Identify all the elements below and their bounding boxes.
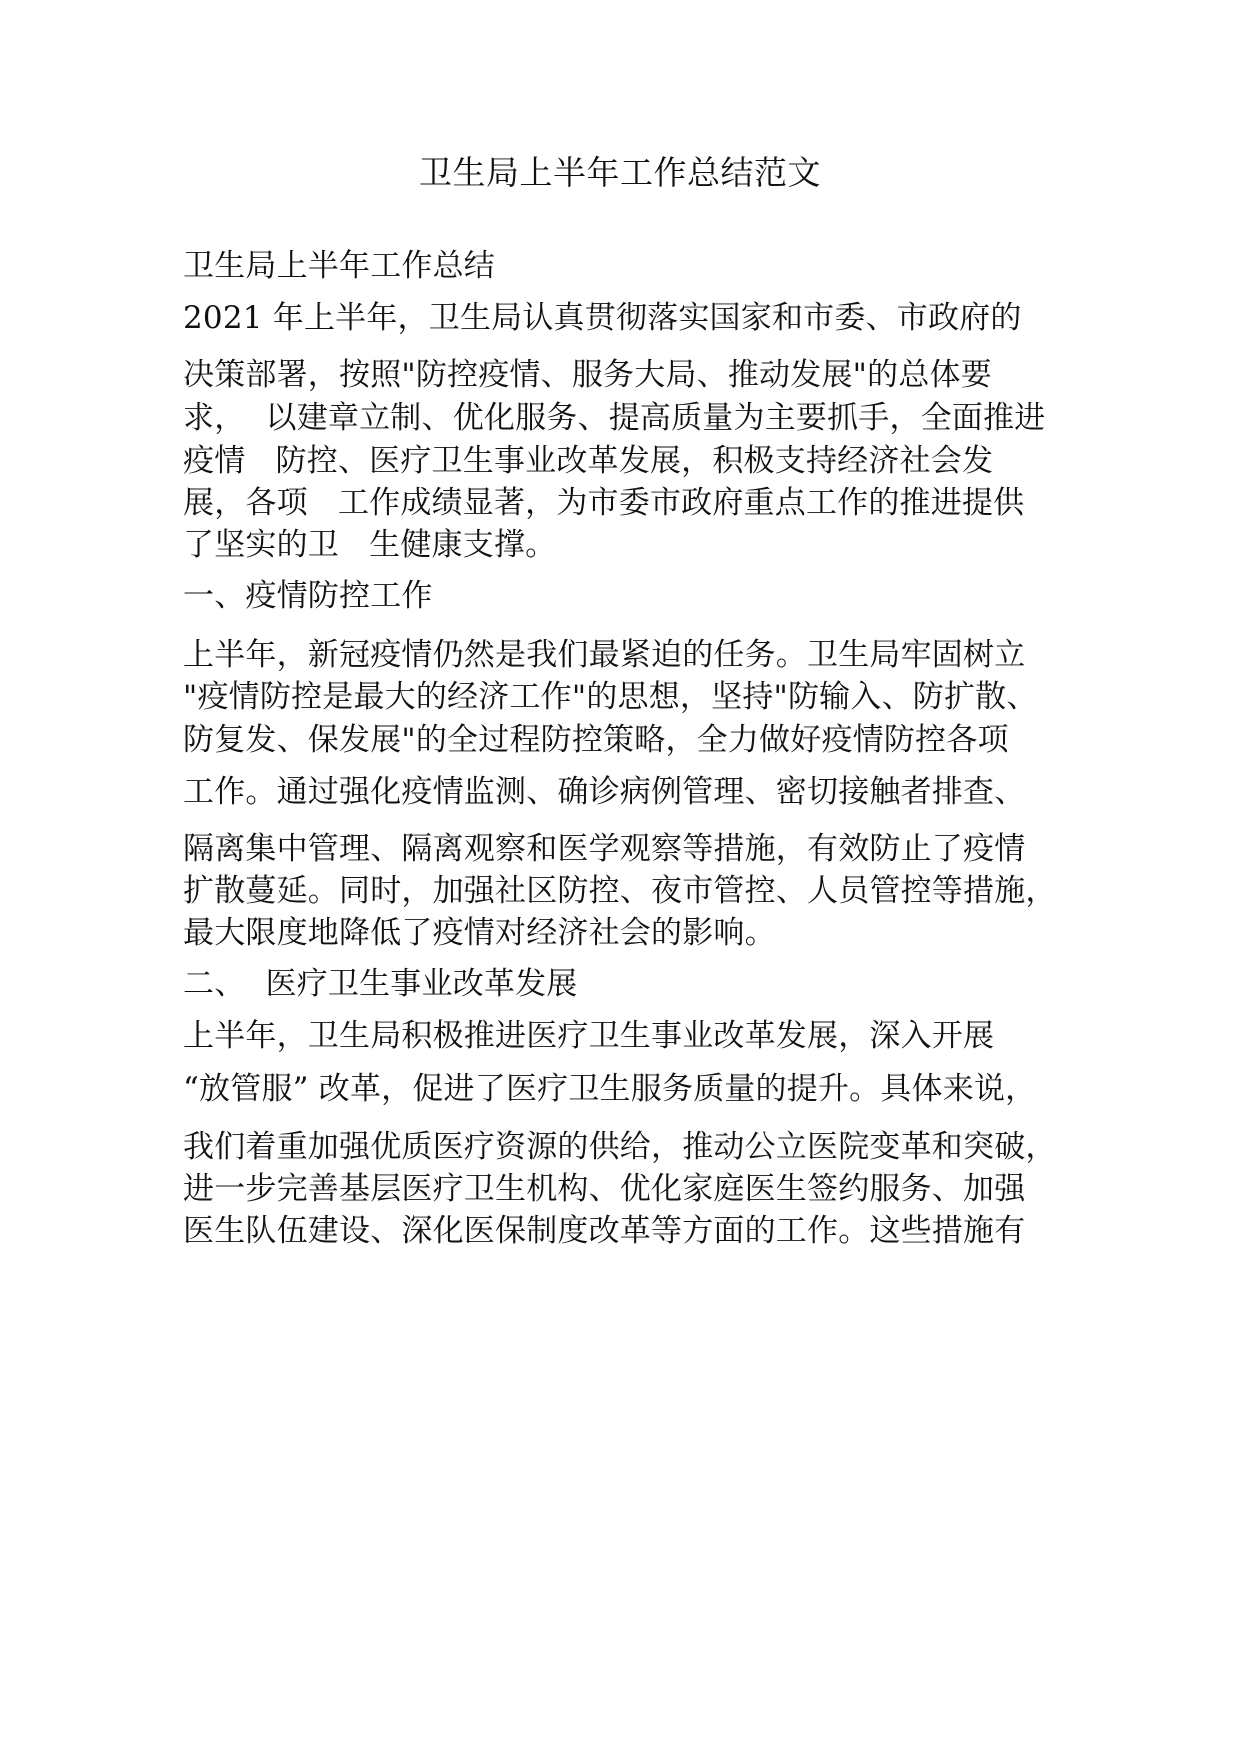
paragraph-line: 疫情 防控、医疗卫生事业改革发展，积极支持经济社会发	[183, 443, 994, 479]
paragraph-line: 上半年，卫生局积极推进医疗卫生事业改革发展，深入开展	[183, 1018, 995, 1054]
paragraph-line: 隔离集中管理、隔离观察和医学观察等措施，有效防止了疫情	[183, 831, 1026, 867]
paragraph-line: 上半年，新冠疫情仍然是我们最紧迫的任务。卫生局牢固树立	[183, 637, 1026, 673]
paragraph-line: 求， 以建章立制、优化服务、提高质量为主要抓手，全面推进	[183, 400, 1046, 436]
paragraph-line: 防复发、保发展"的全过程防控策略，全力做好疫情防控各项	[183, 722, 1009, 758]
paragraph-line: 扩散蔓延。同时，加强社区防控、夜市管控、人员管控等措施，	[183, 873, 1057, 909]
document-title: 卫生局上半年工作总结范文	[419, 153, 821, 192]
paragraph-line: 我们着重加强优质医疗资源的供给，推动公立医院变革和突破，	[183, 1129, 1057, 1165]
paragraph-line: 了坚实的卫 生健康支撑。	[183, 527, 557, 563]
paragraph-line: “放管服” 改革，促进了医疗卫生服务质量的提升。具体来说，	[183, 1071, 1037, 1107]
paragraph-line: 展，各项 工作成绩显著，为市委市政府重点工作的推进提供	[183, 485, 1025, 521]
section-heading-epidemic-control: 一、疫情防控工作	[183, 578, 433, 614]
section-heading-summary: 卫生局上半年工作总结	[183, 248, 495, 284]
paragraph-line: 2021 年上半年，卫生局认真贯彻落实国家和市委、市政府的	[183, 300, 1022, 336]
paragraph-line: 最大限度地降低了疫情对经济社会的影响。	[183, 915, 776, 951]
paragraph-line: 进一步完善基层医疗卫生机构、优化家庭医生签约服务、加强	[183, 1171, 1026, 1207]
paragraph-line: 决策部署，按照"防控疫情、服务大局、推动发展"的总体要	[183, 357, 992, 393]
section-heading-medical-reform: 二、 医疗卫生事业改革发展	[183, 966, 578, 1002]
paragraph-line: 医生队伍建设、深化医保制度改革等方面的工作。这些措施有	[183, 1213, 1026, 1249]
paragraph-line: 工作。通过强化疫情监测、确诊病例管理、密切接触者排查、	[183, 774, 1026, 810]
paragraph-line: "疫情防控是最大的经济工作"的思想，坚持"防输入、防扩散、	[183, 679, 1038, 715]
